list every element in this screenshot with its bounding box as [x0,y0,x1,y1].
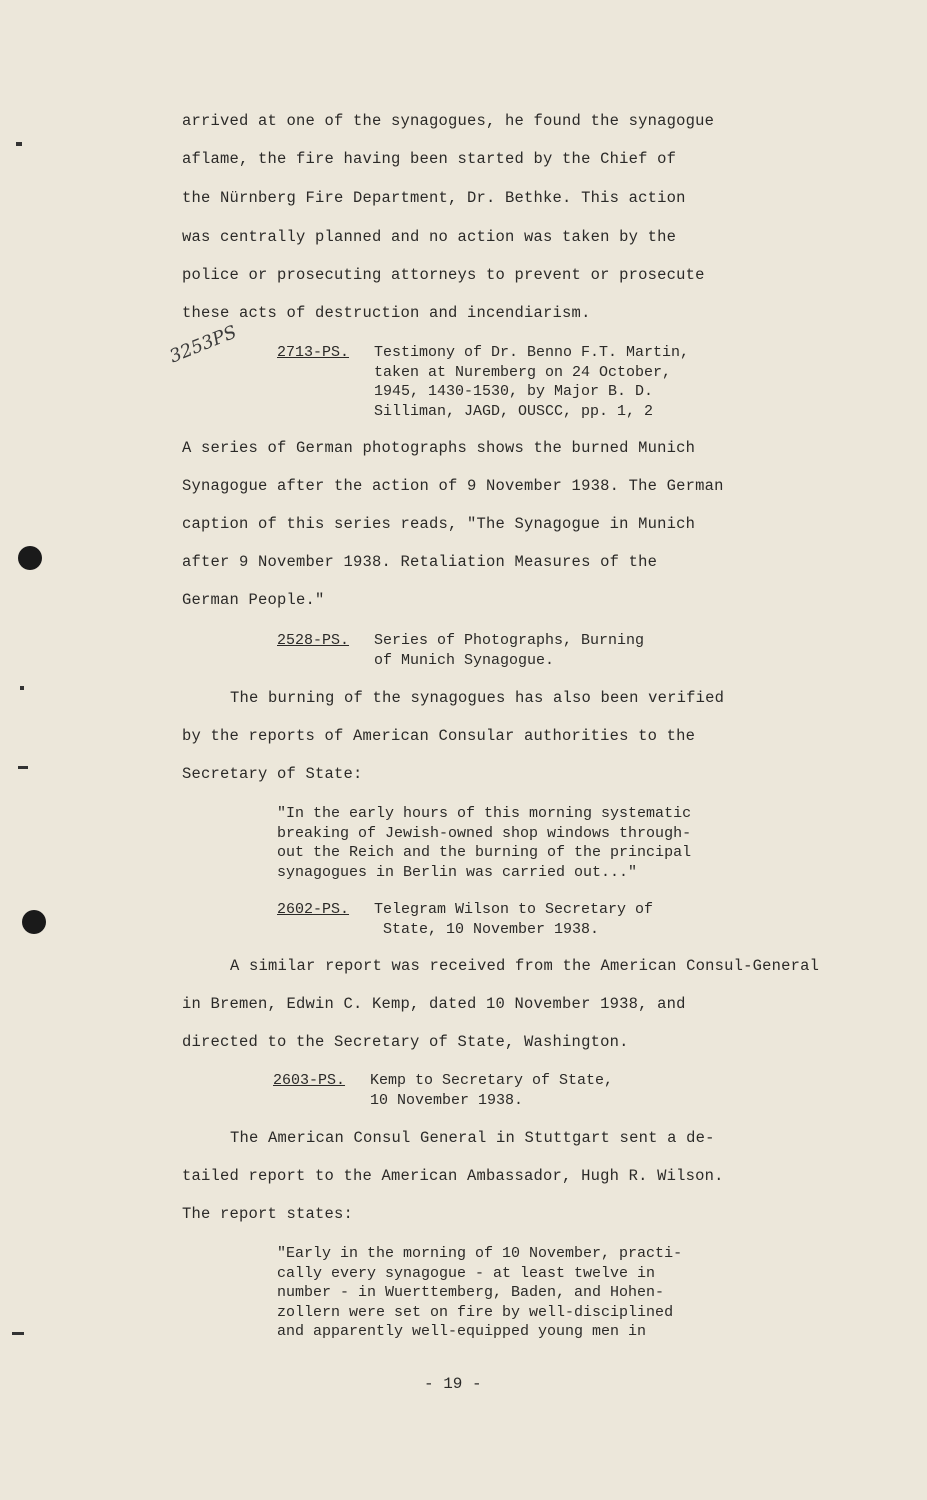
body-line: in Bremen, Edwin C. Kemp, dated 10 November 1938, and [182,995,686,1013]
citation-line: taken at Nuremberg on 24 October, [374,363,672,381]
citation-line: of Munich Synagogue. [374,651,555,669]
page-number: - 19 - [424,1375,482,1393]
body-line: was centrally planned and no action was taken by the [182,228,677,246]
body-line: A similar report was received from the American Consul-General [230,957,820,975]
citation-line: State, 10 November 1938. [374,920,600,938]
body-line: tailed report to the American Ambassador, Hugh R. Wilson. [182,1167,724,1185]
citation-number: 2603-PS. [273,1072,346,1089]
scan-mark [12,1332,24,1335]
body-line: arrived at one of the synagogues, he found the synagogue [182,112,715,130]
body-line: The report states: [182,1205,354,1223]
body-line: The burning of the synagogues has also been verified [230,689,725,707]
citation-line: Series of Photographs, Burning [374,632,645,649]
citation-number: 2528-PS. [277,632,350,649]
quote-line: breaking of Jewish-owned shop windows through- [277,824,692,842]
quote-line: "In the early hours of this morning systematic [277,805,692,822]
body-line: German People." [182,591,325,609]
body-line: Synagogue after the action of 9 November 1938. The German [182,477,724,495]
quote-line: "Early in the morning of 10 November, practi- [277,1245,683,1262]
quote-line: synagogues in Berlin was carried out..." [277,863,638,881]
citation-number: 2602-PS. [277,901,350,918]
citation-line: Kemp to Secretary of State, [370,1072,614,1089]
body-line: caption of this series reads, "The Synagogue in Munich [182,515,696,533]
handwritten-annotation: 3253PS [166,321,240,368]
body-line: aflame, the fire having been started by the Chief of [182,150,677,168]
citation-line: Testimony of Dr. Benno F.T. Martin, [374,344,690,361]
punch-hole-top [18,546,42,570]
quote-line: out the Reich and the burning of the principal [277,844,692,861]
scan-mark [16,142,22,146]
body-line: after 9 November 1938. Retaliation Measures of the [182,553,658,571]
body-line: these acts of destruction and incendiarism. [182,304,591,322]
body-line: A series of German photographs shows the burned Munich [182,439,696,457]
punch-hole-bottom [22,910,46,934]
quote-line: number - in Wuerttemberg, Baden, and Hohen- [277,1284,665,1301]
body-line: directed to the Secretary of State, Washington. [182,1033,629,1051]
scan-mark [20,686,24,690]
quote-line: zollern were set on fire by well-disciplined [277,1303,674,1321]
citation-number: 2713-PS. [277,344,350,361]
body-line: by the reports of American Consular authorities to the [182,727,696,745]
body-line: the Nürnberg Fire Department, Dr. Bethke. This action [182,189,686,207]
body-line: police or prosecuting attorneys to prevent or prosecute [182,266,705,284]
block-quote [277,804,691,882]
body-line: Secretary of State: [182,765,363,783]
body-line: The American Consul General in Stuttgart sent a de- [230,1129,715,1147]
scan-mark [18,766,28,769]
citation-line: Telegram Wilson to Secretary of [374,901,654,918]
citation-line: 1945, 1430-1530, by Major B. D. [374,383,654,400]
quote-line: cally every synagogue - at least twelve in [277,1264,656,1282]
citation-line: Silliman, JAGD, OUSCC, pp. 1, 2 [374,402,654,420]
block-quote [277,1244,682,1342]
quote-line: and apparently well-equipped young men in [277,1323,647,1340]
citation-line: 10 November 1938. [370,1091,524,1109]
